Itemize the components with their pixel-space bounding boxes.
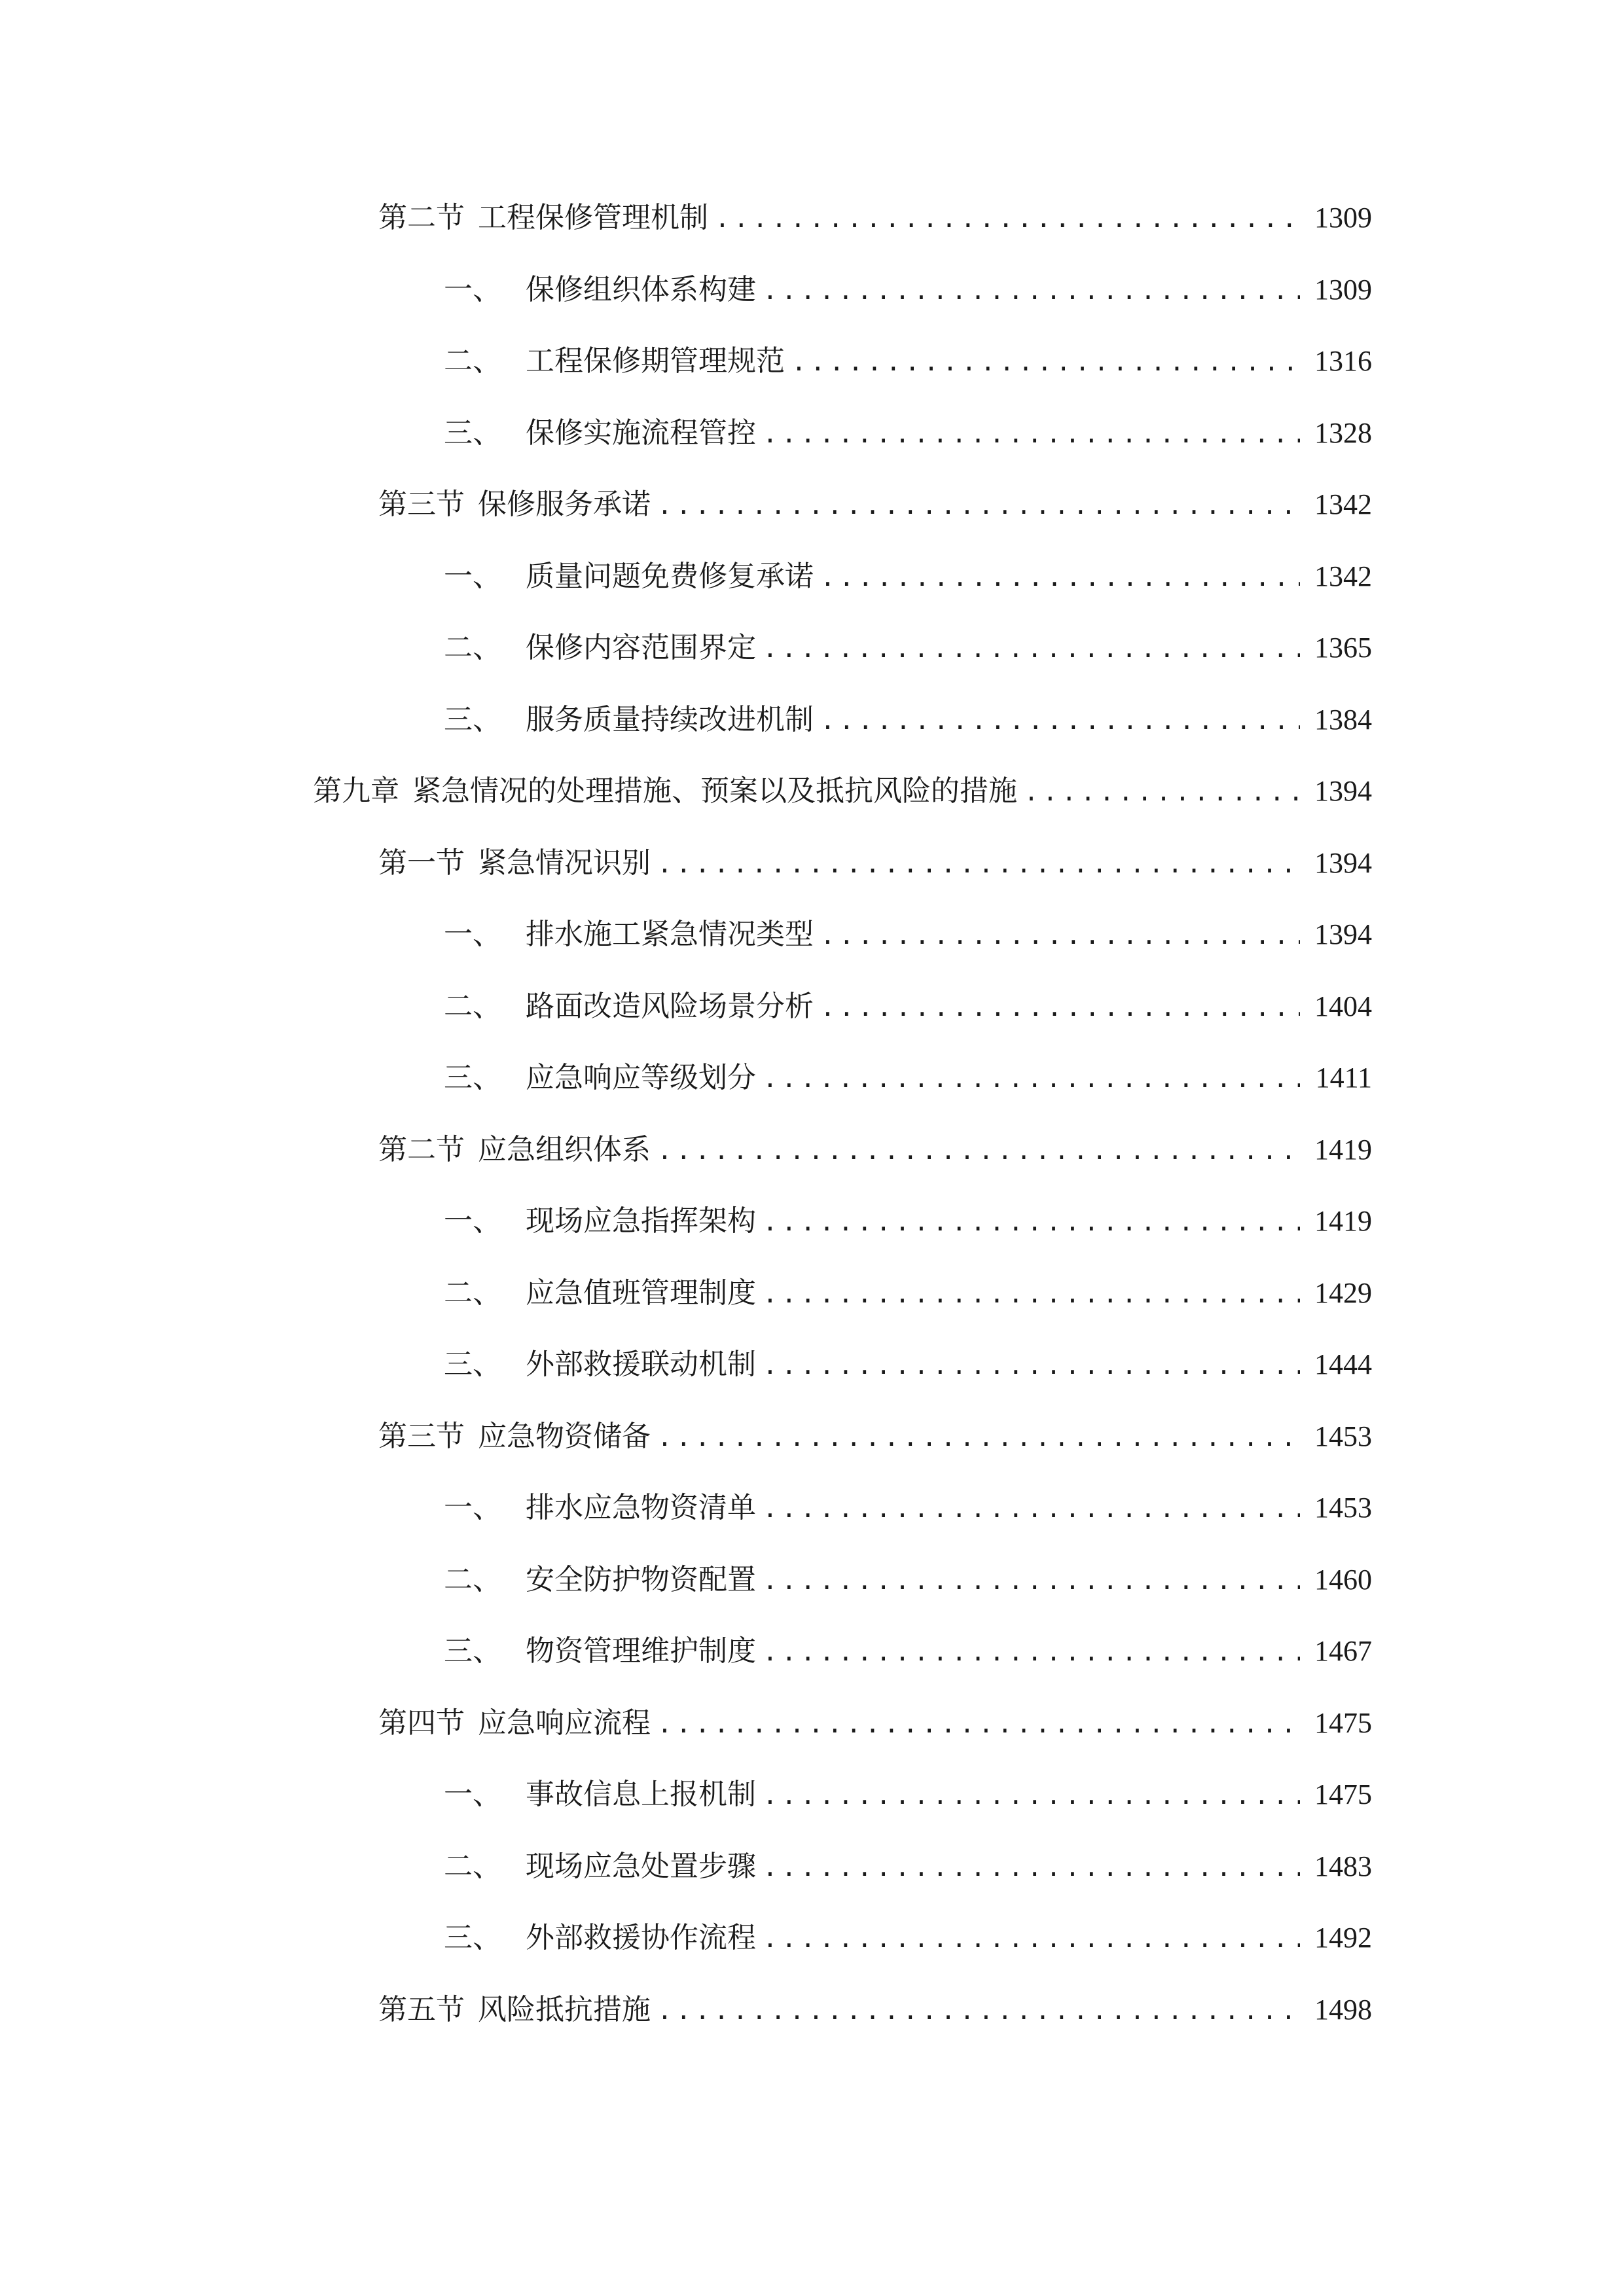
toc-dot-leader <box>756 1271 1300 1317</box>
toc-entry-title: 外部救援协作流程 <box>526 1921 756 1954</box>
toc-dot-leader <box>756 626 1300 672</box>
toc-item-marker: 一、 <box>444 1204 501 1238</box>
toc-item-marker: 二、 <box>444 1850 501 1883</box>
toc-entry-title: 紧急情况识别 <box>478 846 651 880</box>
toc-item-marker: 三、 <box>444 416 501 450</box>
toc-entry-title: 服务质量持续改进机制 <box>526 703 814 736</box>
toc-page-number: 1498 <box>1314 1994 1372 2026</box>
toc-dot-leader <box>651 482 1300 528</box>
toc-item-marker: 一、 <box>444 1778 501 1811</box>
toc-page-number: 1316 <box>1314 345 1372 377</box>
toc-item-marker: 三、 <box>444 1061 501 1094</box>
toc-item-marker: 二、 <box>444 1276 501 1310</box>
toc-dot-leader <box>756 411 1300 457</box>
toc-entry-item[interactable] <box>444 1342 1372 1388</box>
toc-page-number: 1342 <box>1314 488 1372 520</box>
toc-dot-leader <box>651 1414 1300 1460</box>
toc-entry-item[interactable] <box>444 1270 1372 1316</box>
toc-dot-leader <box>651 841 1300 887</box>
toc-dot-leader <box>756 1844 1300 1890</box>
toc-dot-leader <box>651 1128 1300 1174</box>
toc-item-marker: 三、 <box>444 703 501 736</box>
toc-page-number: 1444 <box>1314 1348 1372 1380</box>
toc-entry-title: 保修内容范围界定 <box>526 631 756 664</box>
toc-page-number: 1309 <box>1314 274 1372 306</box>
toc-dot-leader <box>785 339 1300 385</box>
toc-entry-title: 排水施工紧急情况类型 <box>526 918 814 951</box>
toc-item-marker: 三、 <box>444 1348 501 1381</box>
toc-item-marker: 二、 <box>444 1563 501 1596</box>
toc-entry-title: 紧急情况的处理措施、预案以及抵抗风险的措施 <box>412 774 1017 808</box>
toc-dot-leader <box>756 1342 1300 1388</box>
toc-item-marker: 一、 <box>444 1491 501 1524</box>
toc-entry-item[interactable] <box>444 1844 1372 1890</box>
toc-section-heading: 第二节 <box>378 201 465 234</box>
toc-page-number: 1419 <box>1314 1205 1372 1237</box>
toc-entry-item[interactable] <box>444 1772 1372 1818</box>
toc-page-number: 1475 <box>1314 1707 1372 1739</box>
toc-entry-title: 保修实施流程管控 <box>526 416 756 450</box>
toc-entry-item[interactable] <box>444 1198 1372 1244</box>
toc-item-marker: 三、 <box>444 1921 501 1954</box>
toc-dot-leader <box>1017 769 1300 815</box>
toc-dot-leader <box>756 1486 1300 1532</box>
toc-item-marker: 三、 <box>444 1634 501 1668</box>
toc-entry-item[interactable] <box>444 1628 1372 1674</box>
toc-entry-item[interactable] <box>444 984 1372 1030</box>
toc-page-number: 1394 <box>1314 775 1372 807</box>
toc-entry-section[interactable] <box>378 1987 1372 2033</box>
toc-entry-title: 应急响应流程 <box>478 1706 651 1740</box>
toc-entry-title: 排水应急物资清单 <box>526 1491 756 1524</box>
toc-entry-item[interactable] <box>444 267 1372 313</box>
toc-entry-title: 事故信息上报机制 <box>526 1778 756 1811</box>
toc-section-heading: 第三节 <box>378 488 465 521</box>
toc-page-number: 1429 <box>1314 1277 1372 1309</box>
toc-dot-leader <box>756 1916 1300 1962</box>
toc-dot-leader <box>756 1629 1300 1675</box>
toc-entry-item[interactable] <box>444 338 1372 384</box>
toc-page-number: 1411 <box>1315 1062 1372 1094</box>
toc-page-number: 1460 <box>1314 1564 1372 1596</box>
toc-section-heading: 第五节 <box>378 1993 465 2026</box>
toc-page-number: 1492 <box>1314 1922 1372 1954</box>
toc-dot-leader <box>651 1701 1300 1747</box>
toc-entry-item[interactable] <box>444 1485 1372 1531</box>
toc-dot-leader <box>756 1558 1300 1604</box>
toc-entry-section[interactable] <box>378 482 1372 528</box>
toc-page-number: 1419 <box>1314 1134 1372 1166</box>
toc-entry-item[interactable] <box>444 1557 1372 1603</box>
toc-entry-title: 应急组织体系 <box>478 1133 651 1166</box>
toc-entry-title: 安全防护物资配置 <box>526 1563 756 1596</box>
toc-page-number: 1384 <box>1314 704 1372 736</box>
toc-item-marker: 二、 <box>444 990 501 1023</box>
toc-entry-title: 路面改造风险场景分析 <box>526 990 814 1023</box>
toc-entry-title: 应急物资储备 <box>478 1420 651 1453</box>
toc-entry-title: 工程保修期管理规范 <box>526 344 785 378</box>
toc-entry-section[interactable] <box>378 840 1372 886</box>
toc-dot-leader <box>814 554 1300 600</box>
toc-page-number: 1365 <box>1314 632 1372 664</box>
toc-section-heading: 第一节 <box>378 846 465 880</box>
toc-item-marker: 二、 <box>444 631 501 664</box>
toc-entry-title: 保修服务承诺 <box>478 488 651 521</box>
toc-entry-chapter[interactable] <box>313 768 1372 814</box>
toc-dot-leader <box>651 1988 1300 2034</box>
toc-entry-item[interactable] <box>444 697 1372 743</box>
toc-entry-section[interactable] <box>378 1700 1372 1746</box>
toc-page-number: 1404 <box>1314 990 1372 1022</box>
toc-entry-title: 应急响应等级划分 <box>526 1061 756 1094</box>
toc-entry-item[interactable] <box>444 912 1372 958</box>
toc-page-number: 1309 <box>1314 202 1372 234</box>
toc-dot-leader <box>814 984 1300 1030</box>
toc-entry-item[interactable] <box>444 410 1372 456</box>
toc-entry-title: 应急值班管理制度 <box>526 1276 756 1310</box>
toc-section-heading: 第四节 <box>378 1706 465 1740</box>
toc-entry-title: 保修组织体系构建 <box>526 273 756 306</box>
toc-entry-title: 现场应急处置步骤 <box>526 1850 756 1883</box>
toc-dot-leader <box>814 912 1300 958</box>
toc-dot-leader <box>756 1199 1300 1245</box>
toc-dot-leader <box>756 268 1300 314</box>
toc-entry-item[interactable] <box>444 554 1372 600</box>
toc-page-number: 1394 <box>1314 918 1372 950</box>
toc-item-marker: 二、 <box>444 344 501 378</box>
toc-dot-leader <box>708 196 1300 242</box>
toc-item-marker: 一、 <box>444 560 501 593</box>
toc-section-heading: 第三节 <box>378 1420 465 1453</box>
toc-entry-title: 现场应急指挥架构 <box>526 1204 756 1238</box>
toc-section-heading: 第二节 <box>378 1133 465 1166</box>
toc-entry-item[interactable] <box>444 1055 1372 1101</box>
toc-page-number: 1342 <box>1314 560 1372 592</box>
toc-entry-item[interactable] <box>444 625 1372 671</box>
toc-item-marker: 一、 <box>444 273 501 306</box>
toc-item-marker: 一、 <box>444 918 501 951</box>
toc-entry-title: 质量问题免费修复承诺 <box>526 560 814 593</box>
toc-entry-section[interactable] <box>378 1414 1372 1460</box>
toc-page-number: 1328 <box>1314 417 1372 449</box>
toc-entry-section[interactable] <box>378 1127 1372 1173</box>
toc-chapter-heading: 第九章 <box>313 774 399 808</box>
toc-page-number: 1394 <box>1314 847 1372 879</box>
toc-dot-leader <box>756 1772 1300 1818</box>
toc-page-number: 1483 <box>1314 1850 1372 1882</box>
toc-entry-item[interactable] <box>444 1915 1372 1961</box>
toc-page-number: 1453 <box>1314 1492 1372 1524</box>
toc-dot-leader <box>756 1056 1300 1102</box>
toc-entry-title: 物资管理维护制度 <box>526 1634 756 1668</box>
toc-entry-title: 风险抵抗措施 <box>478 1993 651 2026</box>
toc-entry-title: 工程保修管理机制 <box>478 201 708 234</box>
toc-page-number: 1475 <box>1314 1778 1372 1810</box>
toc-page-number: 1467 <box>1314 1635 1372 1667</box>
toc-entry-section[interactable] <box>378 195 1372 241</box>
toc-page-number: 1453 <box>1314 1420 1372 1452</box>
toc-entry-title: 外部救援联动机制 <box>526 1348 756 1381</box>
toc-dot-leader <box>814 698 1300 744</box>
